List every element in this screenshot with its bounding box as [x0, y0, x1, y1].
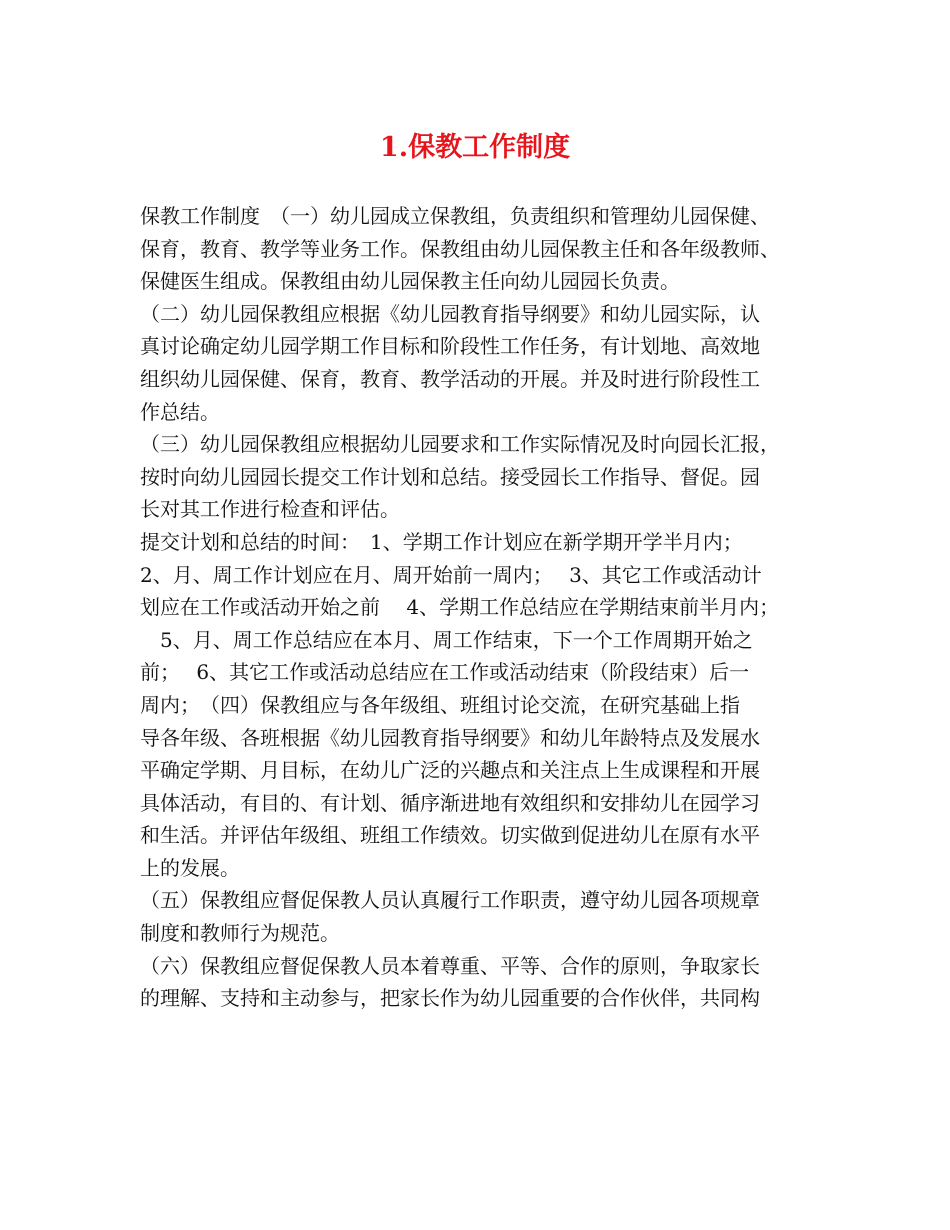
body-line: 导各年级、各班根据《幼儿园教育指导纲要》和幼儿年龄特点及发展水 — [140, 725, 760, 750]
body-line: 具体活动，有目的、有计划、循序渐进地有效组织和安排幼儿在园学习 — [140, 790, 760, 815]
document-body — [140, 200, 820, 1015]
body-line: 周内； （四）保教组应与各年级组、班组讨论交流，在研究基础上指 — [140, 692, 740, 717]
body-line: 5、月、周工作总结应在本月、周工作结束，下一个工作周期开始之 — [140, 627, 753, 652]
body-line: 上的发展。 — [140, 855, 240, 880]
body-line: （五）保教组应督促保教人员认真履行工作职责，遵守幼儿园各项规章 — [140, 888, 760, 913]
body-line: 组织幼儿园保健、保育，教育、教学活动的开展。并及时进行阶段性工 — [140, 366, 760, 391]
body-line: 作总结。 — [140, 399, 220, 424]
body-line: 前； 6、其它工作或活动总结应在工作或活动结束（阶段结束）后一 — [140, 660, 750, 685]
body-line: 按时向幼儿园园长提交工作计划和总结。接受园长工作指导、督促。园 — [140, 464, 760, 489]
body-line: 保育，教育、教学等业务工作。保教组由幼儿园保教主任和各年级教师、 — [140, 236, 780, 261]
body-line: 保教工作制度 （一）幼儿园成立保教组，负责组织和管理幼儿园保健、 — [140, 204, 770, 228]
body-line: 提交计划和总结的时间： 1、学期工作计划应在新学期开学半月内； — [140, 529, 743, 554]
document-title: 1.保教工作制度 — [379, 132, 571, 163]
body-line: 制度和教师行为规范。 — [140, 921, 340, 946]
body-line: 平确定学期、月目标，在幼儿广泛的兴趣点和关注点上生成课程和开展 — [140, 758, 760, 783]
body-line: 的理解、支持和主动参与，把家长作为幼儿园重要的合作伙伴，共同构 — [140, 986, 760, 1011]
body-line: 和生活。并评估年级组、班组工作绩效。切实做到促进幼儿在原有水平 — [140, 823, 760, 848]
body-line: （二）幼儿园保教组应根据《幼儿园教育指导纲要》和幼儿园实际，认 — [140, 301, 760, 326]
body-line: （三）幼儿园保教组应根据幼儿园要求和工作实际情况及时向园长汇报， — [140, 432, 780, 457]
body-line: 真讨论确定幼儿园学期工作目标和阶段性工作任务，有计划地、高效地 — [140, 334, 760, 359]
body-line: 保健医生组成。保教组由幼儿园保教主任向幼儿园园长负责。 — [140, 269, 680, 294]
body-line: 2、月、周工作计划应在月、周开始前一周内； 3、其它工作或活动计 — [140, 562, 762, 587]
body-line: 长对其工作进行检查和评估。 — [140, 497, 400, 522]
body-line: （六）保教组应督促保教人员本着尊重、平等、合作的原则，争取家长 — [140, 953, 760, 978]
body-line: 划应在工作或活动开始之前 4、学期工作总结应在学期结束前半月内； — [140, 595, 780, 620]
